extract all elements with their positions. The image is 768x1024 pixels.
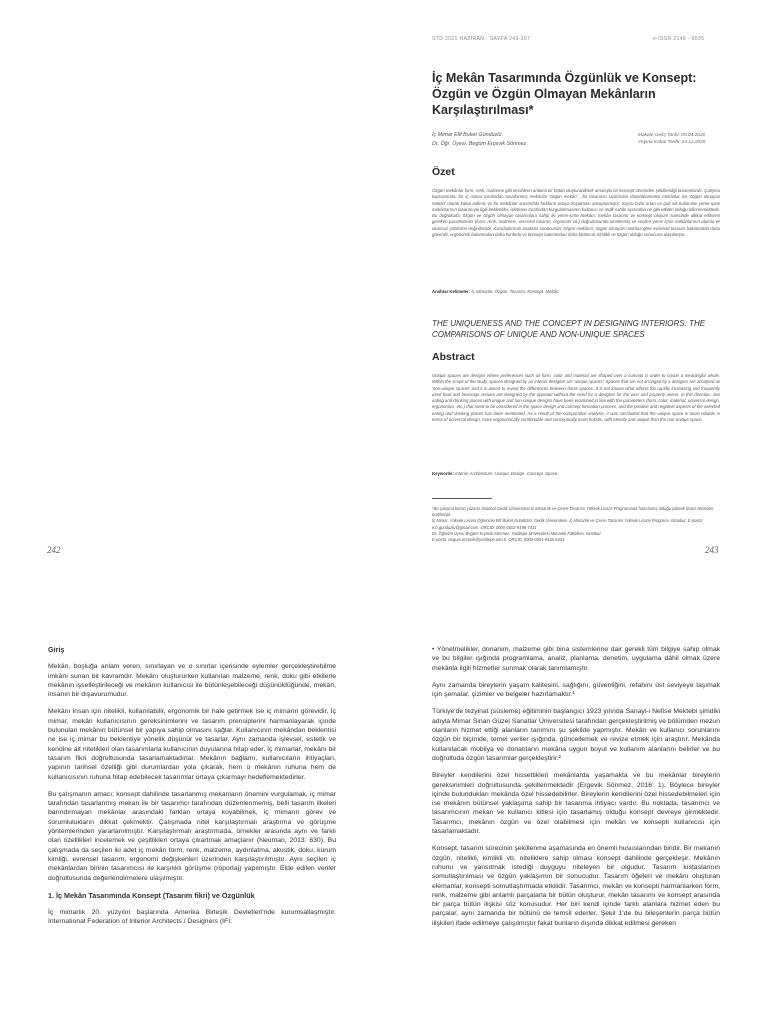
keywords-en [432,471,720,476]
author-name: İç Mimar Elif Buket Gündüzlü [432,132,502,138]
ozet-heading: Özet [432,166,455,178]
body-paragraph: Konsept, tasarım sürecinin şekillenme aşamasında en önemli hususlarından biridir. Bir mekanın özgün, nitelikli, kimlikli vb. niteliklere sahip olması konsept dahilinde gerçekleşir. Mekânın ruhunu ve yansıtmak istediği duyguyu niteleyen bir olgudur. Tasarım kıstaslarının somutlaştırılması ve özgün yaklaşımın bir sonucudur. Tasarım öğeleri ve mekânı oluşturan elemanlar, konsepti somutlaştırmada etkilidir. Tasarımcı, mekân ve konsepti harmanlarken form, renk, malzeme gibi anlamlı parçalarla bir bütün oluşturur, mekân tasarımı ve konsept arasında bir parça bütün ilişkisi söz konusudur. Her biri kendi içinde farklı alanlara hizmet eden bu parçalar, aynı zamanda bir bütünü de temsil ederler. Şekil 1'de bu bileşenlerin parça bütün ilişkileri ifade edilmeye çalışılmıştır fakat bunların dışında dikkat edilmesi gereken [432,845,720,927]
keywords-tr-values: İç Mimarlık. Özgün. Tasarım. Konsept. Mekân. [471,289,560,294]
body-paragraph: Türkiye'de tezyinat (süsleme) eğitiminin başlangıcı 1923 yılında Sanayi-i Nefise Mektebi şimdiki adıyla Mimar Sinan Güzel Sanatlar Üniversitesi tarafından gerçekleştirilmiş ve bölümden mezun olanların hizmet ettiği alanların tanımını şu şekilde yapmıştır: Mekân ve kullanıcı sorunlarını özgün bir biçimde, temel veriler ışığında, güncellemek ve revize etmek için araştırır. Mekânda kullanılacak mobilya ve donatıların mekâna uygun boyut ve kullanım alanlarını belirler ve bu doğrultuda özgün tasarımlar gerçekleştirir.² [432,708,720,762]
footnote: İç Mimar. Yüksek Lisans Öğrencisi Elif Buket Gündüzlü. Gedik Üniversitesi. İç Mimarlık ve Çevre Tasarımı Yüksek Lisans Programı. İstanbul. E-posta: e.b.gunduzlu@gmail.com. ORCID: 0000-0002-9198-7431 [432,518,703,530]
page-number-left: 242 [47,545,61,555]
section-heading: 1. İç Mekân Tasarımında Konsept (Tasarım fikri) ve Özgünlük [48,890,255,900]
received-date: Makale Geliş Tarihi: 09.04.2020 [638,133,706,138]
footnotes [432,506,722,543]
body-paragraph: Bireyler kendilerini özel hissettikleri mekânlarda yaşamakta ve bu mekânlar bireylerin gereksinimleri doğrultusunda şekillenmektedir (Ergevik Sönmez, 2016: 1). Böylece bireyler içinde bulundukları mekânda özel hissedebilirler. Bireylerin kendilerini özel hissedebilmeleri için ise mekânın bütünsel yaklaşıma sahip bir tasarıma ihtiyacı vardır. Bu noktada, tasarımcı ve tasarımcının mekan ve kullanıcı kitlesi için tasarlamış olduğu konsept devreye girmektedir. Tasarımcı, mekânın özgün ve özel olabilmesi için mekân ve konsepti kullanıcısı için tasarlamaktadır. [432,772,720,836]
body-paragraph: Mekânı insan için nitelikli, kullanılabilir, ergonomik bir hale getirmek ise iç mimarın görevidir. İç mimar, mekân kullanıcısının gereksinimlerini ve tasarım prensiplerini harmanlayarak içinde bulunulan mekânın bütünsel bir yapıya sahip olmasını sağlar. Kullanıcının mekândan beklentisi ne ise iç mimar bu beklentiye yönelik düşünür ve tasarlar. Aynı zamanda işlevsel, estetik ve kendine ait nitelikleri olan tasarımlarla kullanıcının duyularına hitap eder. İç mimarlar, mekânı bir tasarım fikri doğrultusunda tasarlamaktadırlar. Mekânın bağlamı, kullanıcıların ihtiyaçları, yapının tarihsel özelliği gibi durumlardan yola çıkarak, hem o mekânın ruhuna hem de kullanıcısının ruhuna hitap edebilecek tasarımlar ortaya çıkarmayı hedeflemektedirler. [48,708,336,781]
footnote-divider [432,498,492,499]
body-right-column [432,645,720,936]
body-paragraph: Mekân, boşluğa anlam veren, sınırlayan ve o sınırlar içerisinde eylemler gerçekleştirebilme imkânı sunan bir kavramdır. Mekânı oluştururken kullanılan malzeme, renk, doku gibi etkilerle mekânın işselleştirileceği ve mekânın kullanıcısı ile bütünleşebileceği düşünüldüğünde, mekân, insanın bir dışavurumudur. [48,663,336,699]
running-header-issue: STD 2021 HAZİRAN - SAYFA 243-267 [432,36,531,42]
running-header-issn: e-ISSN 2149 - 6595 [653,36,705,42]
body-paragraph: Aynı zamanda bireylerin yaşam kalitesini, sağlığını, güvenliğini, refahını üst seviyeye taşımak için şemalar, çizimler ve belgeler hazırlamaktır.¹ [432,681,720,699]
author-list [432,131,526,149]
author-name: Dr. Öğr. Üyesi. Begüm Erçevik Sönmez [432,141,527,147]
body-paragraph: Bu çalışmanın amacı; konsept dahilinde tasarlanmış mekanların önemini vurgulamak, iç mimar tarafından tasarlanmış mekan ile bir tasarımcı tarafından düzenlenmemiş, belli tasarım ilkeleri barındırmayan mekânlar arasındaki farkları ortaya koyabilmek, iç mimarın görev ve sorumlulukların dikkat çekmektir. Çalışmada nitel karşılaştırmalı araştırma ve görüşme yöntemlerinden yararlanılmıştır. Karşılaştırmalı araştırmada, örnekler arasında aynı ve farklı olan özellikleri incelemek ve çeşitlikleri ortaya çıkartmak amaçlanır (Neuman, 2013: 630). Bu çalışmada da seçilen iki adet iç mekân form, renk, malzeme, aydınlatma, akustik, doku, kurum kimliği, evrensel tasarım, ergonomi değişkenleri üzerinden karşılaştırılmıştır. Aynı seçilen iç mekânlardan birinin tasarımcısı ile karşılıklı görüşme (röportaj) yapılmıştır. Elde edilen veriler doğrultusunda değerlendirmelere ulaşılmıştır. [48,790,336,882]
page-number-right: 243 [705,545,719,555]
article-dates [638,132,705,146]
ozet-text: Özgün mekânlar form, renk, malzeme gibi tercihlerin anlamlı bir bütün oluşturabilmek amacıyla bir konsept üzerinden şekillendiği tasarımlardır. Çalışma kapsamında, bir iç mimar tarafından tasarlanmış mekânlar 'özgün mekân' , bir tasarımcı tarafından düzenlenmemiş mekânlar ise 'özgün olmayan mekân' olarak kabul edilmiş ve bu mekânlar arasındaki farkların ortaya koyulması amaçlanmıştır. Sayısı hızla artan ve gıdı sık kullanılan yeme-içme mekânlarının tasarımıyla ilgili beklentiler, işletmeci tarafından kurgulanmasının kullanıcı ve mülk sahibi açısından ne gibi etkileri olduğu bilinmemektedir. Bu doğrultuda, özgün ve özgün olmayan tasarımlara sahip iki yeme-içme mekânı, mekân tasarımı ve konsept oluşum sürecinde dikkat edilmesi gereken parametreler (form, renk, malzeme, evrensel tasarım, ergonomi vd.) doğrultusunda incelenmiş ve seçilen yeme içme mekânlarının olumlu ve olumsuz yönlerine değinilmiştir. Karşılaştırmalı analizler sonucunda; özgün mekânın, özgün olmayan mekâna göre evrensel tasarım bakımından daha güvenilir, ergonomik bakımından daha konforlu ve konsept bakımından daha bütüncül, kimlikli ve özgün olduğu sonucuna ulaşılmıştır. [432,188,720,238]
body-left-column [48,645,336,935]
footnote: E-posta: begum.ercevik@yeditepe.edu.tr. ORCID: 0000-0001-9435-6443 [432,537,565,543]
abstract-heading: Abstract [432,351,475,363]
article-title: İç Mekân Tasarımında Özgünlük ve Konsept: Özgün ve Özgün Olmayan Mekânların Karşılaştırılması* [432,71,697,117]
keywords-tr-label: Anahtar Kelimeler: [432,289,471,294]
accepted-date: Yayına Kabul Tarihi: 14.11.2020 [638,140,706,145]
english-title: THE UNIQUENESS AND THE CONCEPT IN DESIGNING INTERIORS: THE COMPARISONS OF UNIQUE AND NON-UNIQUE SPACES [432,319,706,339]
body-paragraph: • Yönetmelikler, donanım, malzeme gibi bina sistemlerine dair gerekli tüm bilgiye sahip olmak ve bu bilgiler ışığında programlama, analiz, planlama, denetim, uygulama dâhil olmak üzere mekânla ilgili hizmetler sunmak olarak tanımlamıştır. [432,646,720,672]
abstract-text: Unique spaces are designs where preferences such as form, color and material are shaped over a concept in order to create a meaningful whole. Within the scope of the study, spaces designed by an interior designer are 'unique spaces'; Spaces that are not arranged by a designer are accepted as 'non-unique spaces' and it is aimed to reveal the differences between these spaces. It is not known what effects the rapidly increasing and frequently used food and beverage venues are designed by the operator without the need for a designer for the user and property owner. In this direction, two eating and drinking places with unique and non-unique designs have been examined in line with the parameters (form, color, material, universal design, ergonomics, etc.) that need to be considered in the space design and concept formation process, and the positive and negative aspects of the selected eating and drinking places has been mentioned. As a result of the comparative analysis, it was concluded that the unique space is more reliable in terms of universal design, more ergonomically comfortable and conceptually more holistic, with identity and unique than the non-unique space. [432,373,720,423]
keywords-en-label: Keywords: [432,471,454,476]
footnote: Dr. Öğretim Üyesi Begüm Erçevik Sönmez. Yeditepe Üniversitesi Mimarlık Fakültesi. İstanbul. [432,530,602,536]
keywords-en-values: Interior Architecture. Unique. Design. Concept. Space. [455,471,559,476]
body-paragraph: İç mimarlık 20. yüzyılın başlarında Amerika Birleşik Devletleri'nde kurumsallaşmıştır. International Federation of Interior Architects / Designers (IFI: [48,909,336,926]
intro-heading: Giriş [48,645,65,654]
footnote: *Bu çalışma birinci yazarın İstanbul Gedik Üniversitesi İç Mimarlık ve Çevre Tasarımı Yüksek Lisans Programında hazırlamış olduğu yüksek lisans tezinden üretilmiştir. [432,506,713,518]
keywords-tr [432,289,720,294]
